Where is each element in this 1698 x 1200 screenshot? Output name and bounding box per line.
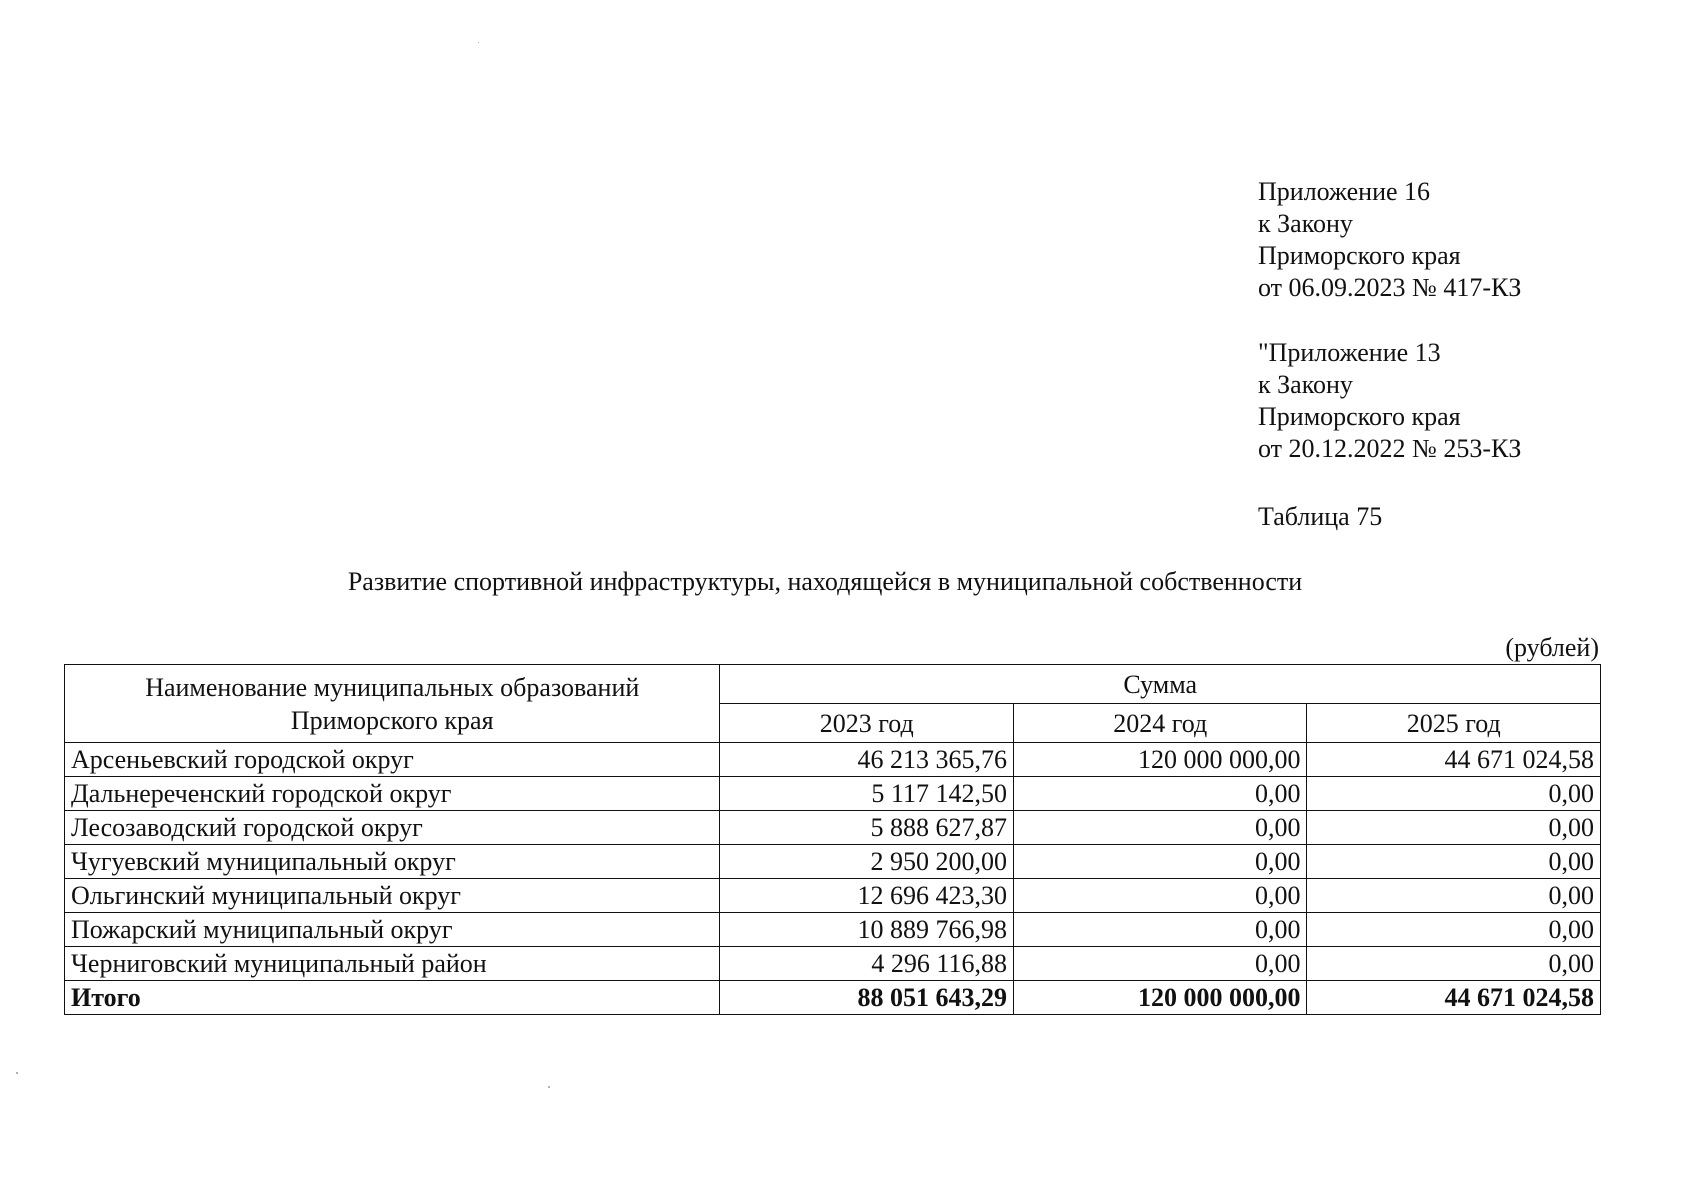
document-title-row [0,566,1698,598]
table-row [65,879,1601,913]
header-sum: Сумма [720,665,1601,704]
cell-municipality: Ольгинский муниципальный округ [65,879,720,913]
cell-2024: 0,00 [1013,879,1307,913]
cell-2025: 0,00 [1307,947,1601,981]
cell-2023: 2 950 200,00 [720,845,1014,879]
cell-total-2024: 120 000 000,00 [1013,981,1307,1015]
table-row [65,845,1601,879]
appendix-line: "Приложение 13 [1258,338,1441,367]
cell-2024: 0,00 [1013,811,1307,845]
cell-2023: 10 889 766,98 [720,913,1014,947]
cell-municipality: Лесозаводский городской округ [65,811,720,845]
cell-2024: 0,00 [1013,947,1307,981]
cell-total-2025: 44 671 024,58 [1307,981,1601,1015]
appendix-line: к Закону [1258,209,1353,238]
appendix-line: Приложение 16 [1258,177,1431,206]
cell-municipality: Арсеньевский городской округ [65,743,720,777]
cell-2023: 12 696 423,30 [720,879,1014,913]
cell-2025: 0,00 [1307,845,1601,879]
scan-speck [16,1072,18,1074]
cell-municipality: Черниговский муниципальный район [65,947,720,981]
appendix-line: от 06.09.2023 № 417-КЗ [1258,273,1522,302]
appendix-line: Приморского края [1258,241,1461,270]
cell-2024: 0,00 [1013,845,1307,879]
cell-municipality: Чугуевский муниципальный округ [65,845,720,879]
cell-2024: 0,00 [1013,777,1307,811]
table-row [65,743,1601,777]
header-municipality-label: Наименование муниципальных образований Приморского края [145,672,640,735]
cell-2025: 0,00 [1307,811,1601,845]
header-municipality [65,665,720,743]
appendix-line: от 20.12.2022 № 253-КЗ [1258,434,1522,463]
table-header-row [65,665,1601,704]
cell-2023: 5 117 142,50 [720,777,1014,811]
appendix-block [1258,176,1521,465]
document-title: Развитие спортивной инфраструктуры, находящейся в муниципальной собственности [347,567,1303,596]
header-year-2024: 2024 год [1013,704,1307,743]
cell-2025: 0,00 [1307,913,1601,947]
cell-2025: 44 671 024,58 [1307,743,1601,777]
appendix-line: к Закону [1258,370,1353,399]
table-row [65,811,1601,845]
header-year-2023: 2023 год [720,704,1014,743]
cell-municipality: Пожарский муниципальный округ [65,913,720,947]
table-number: Таблица 75 [1258,502,1383,531]
cell-total-2023: 88 051 643,29 [720,981,1014,1015]
cell-total-label: Итого [65,981,720,1015]
scan-speck [478,42,479,43]
cell-2023: 4 296 116,88 [720,947,1014,981]
cell-municipality: Дальнереченский городской округ [65,777,720,811]
units-label: (рублей) [1505,633,1599,662]
funding-table [64,664,1601,1015]
appendix-line: Приморского края [1258,402,1461,431]
cell-2023: 5 888 627,87 [720,811,1014,845]
cell-2023: 46 213 365,76 [720,743,1014,777]
header-year-2025: 2025 год [1307,704,1601,743]
cell-2025: 0,00 [1307,879,1601,913]
scan-speck [548,1086,550,1088]
table-total-row [65,981,1601,1015]
cell-2025: 0,00 [1307,777,1601,811]
table-row [65,947,1601,981]
cell-2024: 120 000 000,00 [1013,743,1307,777]
cell-2024: 0,00 [1013,913,1307,947]
table-row [65,913,1601,947]
table-row [65,777,1601,811]
